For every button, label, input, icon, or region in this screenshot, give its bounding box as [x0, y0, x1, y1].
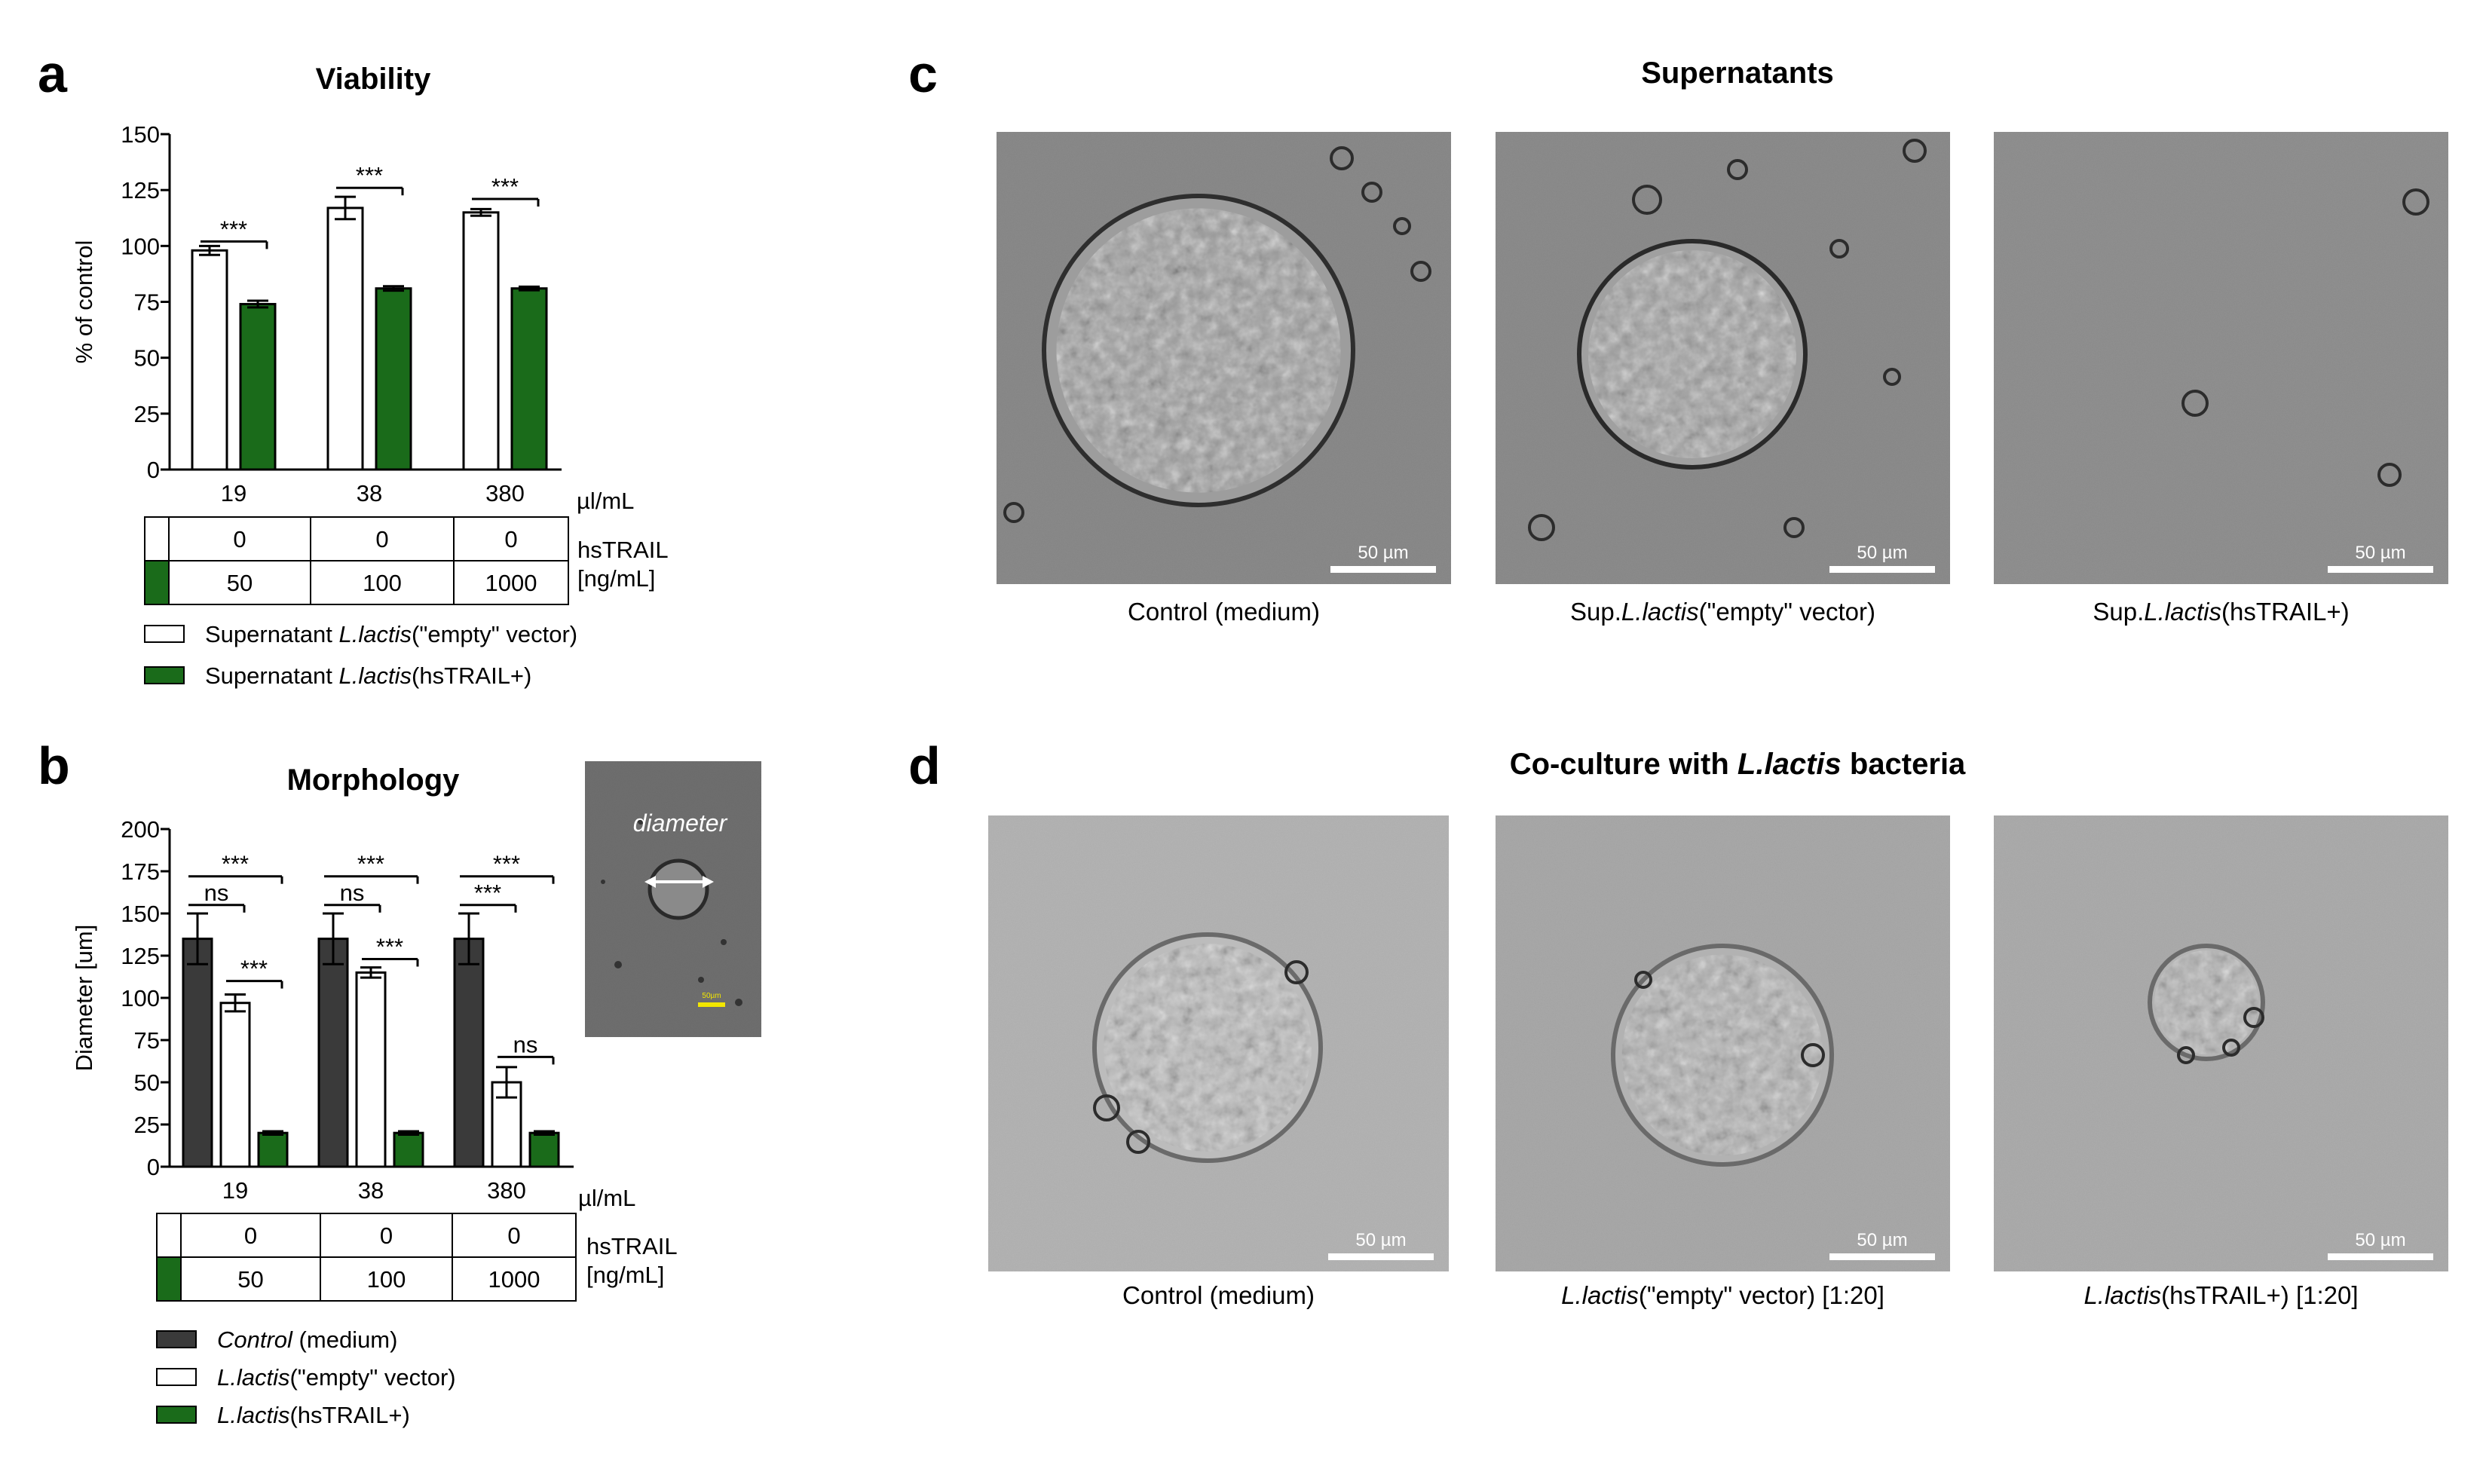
- legend-swatch: [157, 1369, 196, 1385]
- chart-title: Morphology: [286, 763, 460, 797]
- inset-label: diameter: [632, 809, 727, 837]
- y-tick-label: 0: [146, 1154, 160, 1180]
- chart-title: Viability: [315, 63, 431, 96]
- table-label-unit: [ng/mL]: [577, 565, 656, 592]
- table-cell: 0: [243, 1222, 258, 1249]
- y-tick-label: 25: [133, 1112, 160, 1138]
- y-axis-label: % of control: [71, 240, 97, 364]
- panel_d-image-2: [1496, 815, 1950, 1309]
- image-caption: Control (medium): [1122, 1281, 1315, 1309]
- panel-label-a: a: [38, 44, 67, 103]
- panel-label-b: b: [38, 736, 70, 795]
- y-tick-label: 125: [121, 943, 160, 969]
- category-label: 19: [222, 1177, 249, 1204]
- panel_c-image-3: [1994, 132, 2448, 626]
- bar: [240, 304, 275, 470]
- table-cell: 1000: [488, 1266, 540, 1293]
- table-side-white: [145, 517, 169, 561]
- scale-bar: [2328, 566, 2433, 573]
- category-label: 380: [485, 480, 525, 506]
- legend-swatch: [157, 1331, 196, 1348]
- table-side-green: [145, 561, 169, 604]
- scale-bar: [1330, 566, 1436, 573]
- y-tick-label: 50: [133, 344, 160, 372]
- y-tick-label: 75: [133, 1027, 160, 1054]
- legend-swatch: [145, 667, 184, 684]
- table-cell: 0: [504, 526, 518, 552]
- y-tick-label: 50: [133, 1069, 160, 1096]
- organoid-texture: [1056, 208, 1340, 492]
- image-caption: Sup.L.lactis("empty" vector): [1570, 598, 1875, 626]
- category-label: 38: [356, 480, 383, 506]
- y-tick-label: 125: [121, 177, 160, 204]
- panel_d-image-3: [1994, 815, 2448, 1309]
- diameter-inset: [585, 761, 761, 1037]
- legend-swatch: [157, 1406, 196, 1423]
- bar: [259, 1133, 287, 1167]
- significance-label: ns: [339, 879, 365, 906]
- bar: [394, 1133, 423, 1167]
- table-cell: 100: [363, 570, 402, 596]
- micrograph-background: [1994, 132, 2448, 584]
- table-cell: 50: [226, 570, 253, 596]
- y-tick-label: 100: [121, 985, 160, 1011]
- legend-label: L.lactis(hsTRAIL+): [217, 1402, 410, 1428]
- legend-label: Supernatant L.lactis(hsTRAIL+): [205, 662, 532, 689]
- scale-bar: [1829, 1253, 1935, 1260]
- table-label-hstrail: hsTRAIL: [577, 537, 669, 563]
- scale-bar-label: 50 µm: [2355, 543, 2406, 563]
- significance-label: ***: [221, 850, 250, 877]
- scale-bar-label: 50 µm: [1355, 1230, 1407, 1250]
- category-label: 38: [357, 1177, 384, 1204]
- table-cell: 50: [237, 1266, 264, 1293]
- bar: [192, 250, 227, 470]
- legend-label: Control (medium): [217, 1326, 398, 1353]
- category-label: 19: [220, 480, 247, 506]
- table-side-white: [157, 1213, 181, 1257]
- scale-bar-label: 50 µm: [1857, 543, 1908, 563]
- panel-label-c: c: [908, 44, 938, 103]
- inset-scale-label: 50µm: [702, 992, 721, 1000]
- panel-d-images: [988, 815, 2448, 1309]
- scale-bar-label: 50 µm: [1358, 543, 1409, 563]
- bar: [328, 208, 363, 470]
- y-axis-label: Diameter [um]: [71, 924, 97, 1072]
- y-tick-label: 200: [121, 816, 160, 843]
- category-label: 380: [487, 1177, 526, 1204]
- bar: [376, 289, 411, 470]
- organoid-texture: [1622, 955, 1823, 1156]
- organoid-texture: [2154, 950, 2258, 1054]
- y-tick-label: 175: [121, 858, 160, 885]
- panel-c-images: [997, 132, 2448, 626]
- bar: [530, 1133, 559, 1167]
- image-caption: L.lactis(hsTRAIL+) [1:20]: [2083, 1281, 2359, 1309]
- inset-organoid: [650, 861, 707, 918]
- y-tick-label: 0: [146, 457, 160, 483]
- table-cell: 0: [379, 1222, 393, 1249]
- y-tick-label: 25: [133, 400, 160, 427]
- y-tick-label: 75: [133, 289, 160, 316]
- bar: [319, 939, 347, 1167]
- scale-bar: [1829, 566, 1935, 573]
- scale-bar: [2328, 1253, 2433, 1260]
- image-caption: L.lactis("empty" vector) [1:20]: [1561, 1281, 1884, 1309]
- bar: [455, 939, 483, 1167]
- legend-label: L.lactis("empty" vector): [217, 1364, 456, 1391]
- panel_c-image-2: [1496, 132, 1950, 626]
- significance-label: ***: [355, 162, 384, 189]
- bar: [183, 939, 212, 1167]
- table-cell: 0: [375, 526, 389, 552]
- significance-label: ***: [491, 173, 519, 200]
- inset-scale-bar: [698, 1002, 725, 1007]
- scale-bar: [1328, 1253, 1434, 1260]
- x-unit-label: µl/mL: [577, 488, 635, 514]
- y-tick-label: 150: [121, 121, 160, 148]
- table-cell: 100: [366, 1266, 406, 1293]
- significance-label: ***: [473, 879, 502, 906]
- significance-label: ***: [357, 850, 385, 877]
- bar: [357, 972, 385, 1167]
- table-label-hstrail: hsTRAIL: [586, 1233, 678, 1259]
- legend-label: Supernatant L.lactis("empty" vector): [205, 621, 578, 647]
- x-unit-label: µl/mL: [578, 1185, 636, 1211]
- significance-label: ***: [375, 933, 404, 960]
- panel_c-image-1: [997, 132, 1451, 626]
- y-tick-label: 150: [121, 901, 160, 927]
- bar: [512, 289, 547, 470]
- table-cell: 0: [507, 1222, 521, 1249]
- bar: [221, 1003, 250, 1167]
- image-caption: Control (medium): [1128, 598, 1320, 626]
- viability-chart: [71, 63, 669, 689]
- legend-swatch: [145, 626, 184, 642]
- y-tick-label: 100: [121, 233, 160, 260]
- significance-label: ***: [219, 216, 248, 243]
- table-label-unit: [ng/mL]: [586, 1262, 665, 1288]
- panel_d-image-1: [988, 815, 1449, 1309]
- significance-label: ns: [204, 879, 229, 906]
- scale-bar-label: 50 µm: [1857, 1230, 1908, 1250]
- organoid-texture: [1104, 944, 1312, 1152]
- table-cell: 1000: [485, 570, 537, 596]
- significance-label: ***: [492, 850, 521, 877]
- bar: [464, 213, 498, 470]
- table-cell: 0: [233, 526, 246, 552]
- table-side-green: [157, 1257, 181, 1301]
- panel-label-d: d: [908, 736, 941, 795]
- panel-d-title: Co-culture with L.lactis bacteria: [1509, 748, 1966, 781]
- scale-bar-label: 50 µm: [2355, 1230, 2406, 1250]
- significance-label: ns: [513, 1031, 538, 1058]
- organoid-texture: [1588, 250, 1796, 458]
- panel-c-title: Supernatants: [1641, 57, 1834, 90]
- significance-label: ***: [240, 955, 268, 982]
- image-caption: Sup.L.lactis(hsTRAIL+): [2093, 598, 2350, 626]
